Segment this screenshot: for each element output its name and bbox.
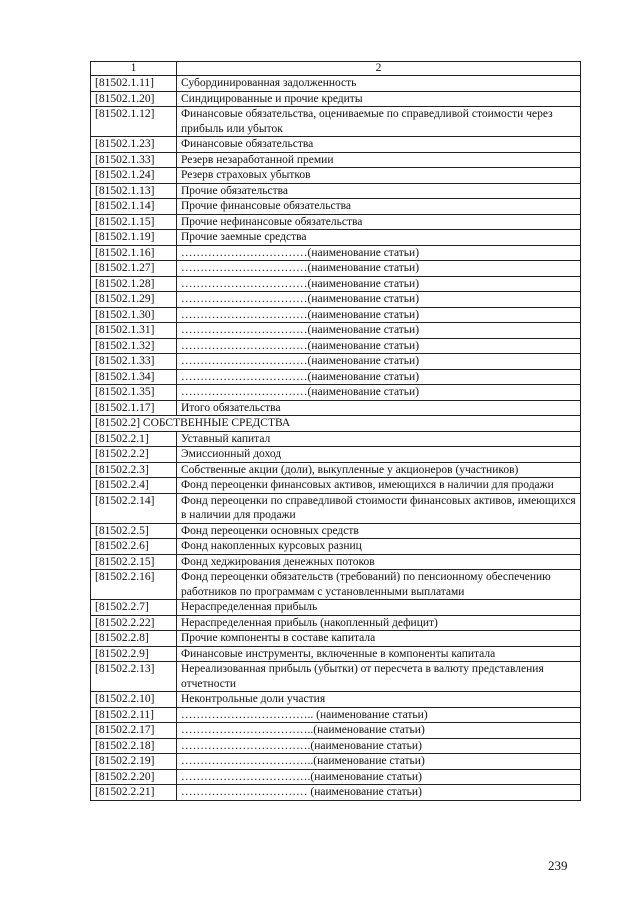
table-row bbox=[91, 646, 581, 662]
table-row bbox=[91, 478, 581, 494]
row-code: [81502.2.8] bbox=[91, 631, 177, 647]
row-description: ……………………………(наименование статьи) bbox=[177, 261, 581, 277]
table-row bbox=[91, 447, 581, 463]
table-row bbox=[91, 738, 581, 754]
table-row bbox=[91, 338, 581, 354]
row-code: [81502.2.18] bbox=[91, 738, 177, 754]
row-code: [81502.2.14] bbox=[91, 493, 177, 523]
row-code: [81502.1.14] bbox=[91, 199, 177, 215]
table-row bbox=[91, 91, 581, 107]
row-description: ……………………………(наименование статьи) bbox=[177, 276, 581, 292]
table-row bbox=[91, 152, 581, 168]
row-code: [81502.1.31] bbox=[91, 323, 177, 339]
row-description: ……………………………..(наименование статьи) bbox=[177, 723, 581, 739]
row-code: [81502.2.13] bbox=[91, 662, 177, 692]
column-header-1: 1 bbox=[91, 62, 177, 76]
row-description: Нераспределенная прибыль bbox=[177, 600, 581, 616]
row-description: Прочие заемные средства bbox=[177, 230, 581, 246]
table-row bbox=[91, 183, 581, 199]
row-code: [81502.1.30] bbox=[91, 307, 177, 323]
row-code: [81502.1.23] bbox=[91, 137, 177, 153]
table-header-row bbox=[91, 62, 581, 76]
table-row bbox=[91, 769, 581, 785]
row-code: [81502.2.2] bbox=[91, 447, 177, 463]
table-row bbox=[91, 292, 581, 308]
row-description: ……………………………..(наименование статьи) bbox=[177, 754, 581, 770]
row-description: Синдицированные и прочие кредиты bbox=[177, 91, 581, 107]
table-row bbox=[91, 76, 581, 92]
table-row bbox=[91, 276, 581, 292]
table-row bbox=[91, 385, 581, 401]
row-description: ……………………………(наименование статьи) bbox=[177, 385, 581, 401]
row-description: Фонд переоценки по справедливой стоимости финансовых активов, имеющихся в наличии для продажи bbox=[177, 493, 581, 523]
row-code: [81502.2.1] bbox=[91, 431, 177, 447]
table-row bbox=[91, 323, 581, 339]
table-row bbox=[91, 230, 581, 246]
row-description: …………………………….(наименование статьи) bbox=[177, 738, 581, 754]
row-description: Прочие компоненты в составе капитала bbox=[177, 631, 581, 647]
row-code: [81502.1.33] bbox=[91, 354, 177, 370]
row-description: Фонд переоценки обязательств (требований) по пенсионному обеспечению работников по программам с установленными выплатами bbox=[177, 570, 581, 600]
row-code: [81502.2.6] bbox=[91, 539, 177, 555]
row-code: [81502.1.35] bbox=[91, 385, 177, 401]
section-header-row bbox=[91, 416, 581, 432]
table-row bbox=[91, 107, 581, 137]
table-row bbox=[91, 785, 581, 801]
table-body bbox=[91, 62, 581, 801]
row-description: Финансовые инструменты, включенные в компоненты капитала bbox=[177, 646, 581, 662]
row-code: [81502.2.22] bbox=[91, 615, 177, 631]
table-row bbox=[91, 692, 581, 708]
row-description: Субординированная задолженность bbox=[177, 76, 581, 92]
row-code: [81502.2.4] bbox=[91, 478, 177, 494]
row-description: Неконтрольные доли участия bbox=[177, 692, 581, 708]
table-row bbox=[91, 493, 581, 523]
row-description: ……………………………(наименование статьи) bbox=[177, 245, 581, 261]
row-description: Итого обязательства bbox=[177, 400, 581, 416]
table-row bbox=[91, 723, 581, 739]
row-description: Нереализованная прибыль (убытки) от пересчета в валюту представления отчетности bbox=[177, 662, 581, 692]
row-description: Финансовые обязательства bbox=[177, 137, 581, 153]
row-code: [81502.1.24] bbox=[91, 168, 177, 184]
table-row bbox=[91, 600, 581, 616]
row-code: [81502.1.11] bbox=[91, 76, 177, 92]
row-code: [81502.1.12] bbox=[91, 107, 177, 137]
row-description: …………………………….(наименование статьи) bbox=[177, 769, 581, 785]
row-code: [81502.2.9] bbox=[91, 646, 177, 662]
accounts-table bbox=[90, 61, 581, 801]
table-row bbox=[91, 662, 581, 692]
section-title: [81502.2] СОБСТВЕННЫЕ СРЕДСТВА bbox=[91, 416, 581, 432]
row-description: ……………………………(наименование статьи) bbox=[177, 323, 581, 339]
row-description: Фонд накопленных курсовых разниц bbox=[177, 539, 581, 555]
row-description: Фонд переоценки основных средств bbox=[177, 523, 581, 539]
row-code: [81502.2.20] bbox=[91, 769, 177, 785]
row-code: [81502.2.11] bbox=[91, 707, 177, 723]
table-row bbox=[91, 214, 581, 230]
row-code: [81502.1.28] bbox=[91, 276, 177, 292]
row-code: [81502.1.20] bbox=[91, 91, 177, 107]
row-description: Уставный капитал bbox=[177, 431, 581, 447]
row-code: [81502.1.17] bbox=[91, 400, 177, 416]
row-code: [81502.2.16] bbox=[91, 570, 177, 600]
table-row bbox=[91, 754, 581, 770]
row-description: Прочие финансовые обязательства bbox=[177, 199, 581, 215]
table-row bbox=[91, 539, 581, 555]
row-code: [81502.2.21] bbox=[91, 785, 177, 801]
row-description: ……………………………(наименование статьи) bbox=[177, 354, 581, 370]
table-row bbox=[91, 631, 581, 647]
table-row bbox=[91, 199, 581, 215]
table-row bbox=[91, 431, 581, 447]
row-description: Прочие нефинансовые обязательства bbox=[177, 214, 581, 230]
row-description: ……………………………(наименование статьи) bbox=[177, 307, 581, 323]
row-code: [81502.1.33] bbox=[91, 152, 177, 168]
row-description: Прочие обязательства bbox=[177, 183, 581, 199]
table-row bbox=[91, 245, 581, 261]
table-row bbox=[91, 369, 581, 385]
row-code: [81502.1.29] bbox=[91, 292, 177, 308]
table-row bbox=[91, 354, 581, 370]
table-row bbox=[91, 570, 581, 600]
row-code: [81502.1.19] bbox=[91, 230, 177, 246]
row-code: [81502.2.17] bbox=[91, 723, 177, 739]
row-code: [81502.1.13] bbox=[91, 183, 177, 199]
row-description: Нераспределенная прибыль (накопленный дефицит) bbox=[177, 615, 581, 631]
row-code: [81502.2.15] bbox=[91, 554, 177, 570]
table-row bbox=[91, 554, 581, 570]
row-description: …………………………… (наименование статьи) bbox=[177, 785, 581, 801]
row-code: [81502.1.34] bbox=[91, 369, 177, 385]
row-code: [81502.2.19] bbox=[91, 754, 177, 770]
table-row bbox=[91, 137, 581, 153]
row-code: [81502.1.16] bbox=[91, 245, 177, 261]
row-description: Резерв страховых убытков bbox=[177, 168, 581, 184]
table-row bbox=[91, 261, 581, 277]
row-code: [81502.2.10] bbox=[91, 692, 177, 708]
row-description: Фонд хеджирования денежных потоков bbox=[177, 554, 581, 570]
table-row bbox=[91, 168, 581, 184]
page-number: 239 bbox=[548, 858, 568, 873]
row-code: [81502.1.32] bbox=[91, 338, 177, 354]
table-row bbox=[91, 707, 581, 723]
row-description: ……………………………(наименование статьи) bbox=[177, 369, 581, 385]
table-row bbox=[91, 400, 581, 416]
table-row bbox=[91, 462, 581, 478]
row-code: [81502.2.3] bbox=[91, 462, 177, 478]
row-code: [81502.2.5] bbox=[91, 523, 177, 539]
row-description: Фонд переоценки финансовых активов, имеющихся в наличии для продажи bbox=[177, 478, 581, 494]
row-code: [81502.2.7] bbox=[91, 600, 177, 616]
row-description: Собственные акции (доли), выкупленные у акционеров (участников) bbox=[177, 462, 581, 478]
table-row bbox=[91, 615, 581, 631]
row-description: Резерв незаработанной премии bbox=[177, 152, 581, 168]
row-description: Эмиссионный доход bbox=[177, 447, 581, 463]
row-description: ……………………………(наименование статьи) bbox=[177, 338, 581, 354]
row-description: ……………………………(наименование статьи) bbox=[177, 292, 581, 308]
table-row bbox=[91, 307, 581, 323]
column-header-2: 2 bbox=[177, 62, 581, 76]
row-code: [81502.1.27] bbox=[91, 261, 177, 277]
row-description: Финансовые обязательства, оцениваемые по справедливой стоимости через прибыль или убыток bbox=[177, 107, 581, 137]
row-description: …………………………….. (наименование статьи) bbox=[177, 707, 581, 723]
table-row bbox=[91, 523, 581, 539]
row-code: [81502.1.15] bbox=[91, 214, 177, 230]
